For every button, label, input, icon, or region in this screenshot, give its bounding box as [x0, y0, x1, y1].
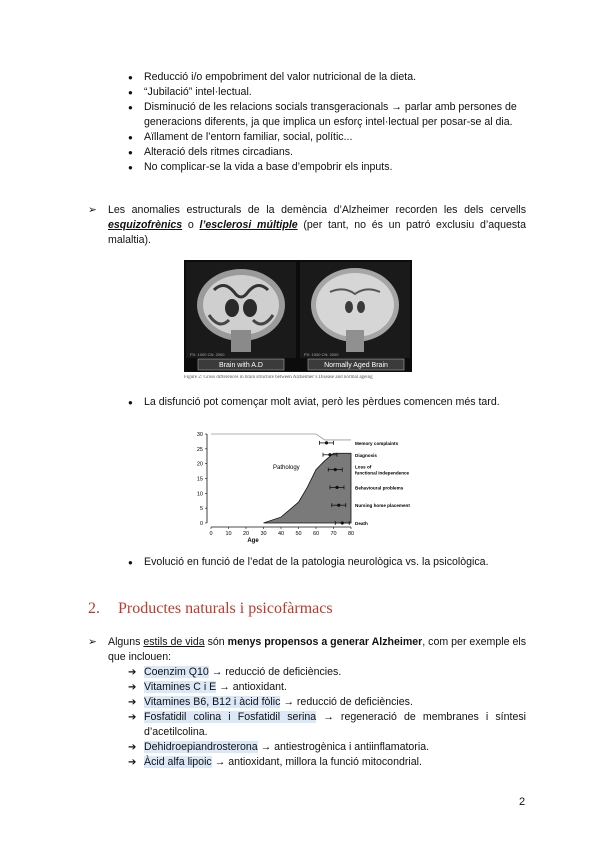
supplements-list: [128, 665, 526, 770]
arrow-icon: ➔: [128, 697, 137, 708]
milestone-point: [334, 468, 337, 471]
milestone-label: Memory complaints: [355, 440, 399, 446]
milestone-label: Death: [355, 521, 368, 526]
y-tick-label: 30: [196, 432, 203, 438]
figure-tick-text: PX: 1000 CN: 2000: [304, 352, 339, 357]
threshold-line: [211, 434, 351, 440]
bullet-list-mid: [128, 395, 530, 410]
y-tick-label: 10: [196, 491, 203, 498]
milestone-label: Behavioural problems: [355, 485, 404, 491]
list-item: ● Aïllament de l’entorn familiar, social, polític...: [128, 130, 530, 145]
paragraph-text: són: [204, 636, 228, 648]
list-item: ● Alteració dels ritmes circadians.: [128, 145, 530, 160]
paragraph-text: o: [182, 219, 200, 231]
milestone-point: [335, 486, 338, 489]
figure-caption: Figure 2: Gross differences in brain structure between Alzheimer’s Disease and normal ageing: [184, 375, 373, 380]
arrow-marker: ➢: [88, 636, 97, 648]
normal-brain-image: [300, 262, 410, 370]
list-item: [128, 740, 526, 755]
list-item: ● “Jubilació” intel·lectual.: [128, 85, 530, 100]
list-item: ● Disminució de les relacions socials transgeracionals → parlar amb persones de generacions diferents, ja que implica un esforç intel·lectual per posar-se al dia.: [128, 100, 530, 130]
normal-brain-label: Normally Aged Brain: [324, 362, 388, 369]
paragraph-text: , com per exemple els que inclouen:: [108, 636, 526, 663]
x-tick-label: 20: [242, 531, 250, 537]
arrow-marker: ➢: [88, 204, 97, 216]
list-item: [128, 680, 526, 695]
section-title: Productes naturals i psicofàrmacs: [118, 600, 333, 617]
x-tick-label: 60: [312, 531, 320, 537]
x-tick-label: 50: [295, 531, 302, 537]
y-tick-label: 20: [196, 461, 203, 468]
brain-ad-label: Brain with A.D: [219, 362, 263, 369]
brain-ad-image: [186, 262, 296, 370]
arrow-icon: ➔: [128, 742, 137, 753]
y-tick-label: 25: [196, 446, 203, 453]
supplement-effect: → antiestrogènica i antiinflamatoria.: [257, 741, 430, 753]
brain-comparison-figure: [184, 260, 412, 372]
section-number: 2.: [88, 600, 100, 617]
arrow-icon: ➔: [128, 757, 137, 768]
list-item: [128, 710, 526, 740]
list-item: [128, 695, 526, 710]
pathology-label: Pathology: [273, 465, 300, 471]
section-heading: [88, 600, 333, 618]
paragraph-structural-anomalies: [88, 203, 526, 248]
milestone-point: [328, 453, 331, 456]
emphasis-term: esquizofrènics: [108, 219, 183, 231]
figure-tick-text: PX: 1000 CN: 2000: [190, 352, 225, 357]
list-item: ● Reducció i/o empobriment del valor nutricional de la dieta.: [128, 70, 530, 85]
supplement-effect: → regeneració de membranes i síntesi d’acetilcolina.: [144, 711, 526, 738]
supplement-name: Vitamines C i E: [144, 681, 217, 693]
x-tick-label: 30: [260, 531, 267, 537]
list-item: ● La disfunció pot començar molt aviat, però les pèrdues comencen més tard.: [128, 395, 530, 410]
list-item: ● Evolució en funció de l’edat de la patologia neurològica vs. la psicològica.: [128, 555, 530, 570]
x-tick-label: 80: [347, 531, 355, 537]
x-axis-label: Age: [247, 538, 259, 544]
supplement-name: Dehidroepiandrosterona: [144, 741, 258, 753]
emphasis-term: l’esclerosi múltiple: [199, 219, 298, 231]
list-item: ● No complicar-se la vida a base d’empobrir els inputs.: [128, 160, 530, 175]
supplement-effect: → reducció de deficiències.: [208, 666, 342, 678]
milestone-label: Nursing home placement: [355, 503, 410, 509]
x-tick-label: 0: [209, 531, 213, 537]
milestone-label: Loss of: [355, 464, 372, 470]
supplement-effect: → antioxidant, millora la funció mitocondrial.: [211, 756, 422, 768]
list-item: [128, 665, 526, 680]
y-tick-label: 0: [199, 521, 203, 527]
supplement-effect: → antioxidant.: [216, 681, 287, 693]
paragraph-text: Les anomalies estructurals de la demència d’Alzheimer recorden les dels cervells: [108, 204, 526, 216]
x-tick-label: 40: [277, 531, 285, 537]
y-tick-label: 15: [196, 476, 203, 483]
bold-term: menys propensos a generar Alzheimer: [227, 636, 423, 648]
paragraph-lifestyles: [88, 635, 526, 665]
supplement-effect: → reducció de deficiències.: [280, 696, 413, 708]
arrow-icon: ➔: [128, 667, 137, 678]
alzheimer-progression-chart: [193, 428, 423, 546]
supplement-name: Coenzim Q10: [144, 666, 209, 678]
supplement-name: Vitamines B6, B12 i àcid fòlic: [144, 696, 281, 708]
milestone-point: [325, 441, 328, 444]
x-tick-label: 10: [225, 531, 232, 537]
y-tick-label: 5: [199, 506, 203, 513]
milestone-point: [341, 521, 344, 524]
paragraph-text: (per tant, no és un patró exclusiu d’aquesta malaltia).: [108, 219, 526, 246]
milestone-label: functional independence: [355, 470, 410, 476]
supplement-name: Àcid alfa lipoic: [144, 756, 212, 768]
arrow-icon: ➔: [128, 682, 137, 693]
bullet-list-chart: [128, 555, 530, 570]
page-number: 2: [519, 796, 526, 808]
supplement-name: Fosfatidil colina i Fosfatidil serina: [144, 711, 317, 723]
bullet-list-top: [128, 70, 530, 175]
arrow-icon: ➔: [128, 712, 137, 723]
underlined-term: estils de vida: [143, 636, 205, 648]
milestone-point: [337, 504, 340, 507]
list-item: [128, 755, 526, 770]
paragraph-text: Alguns: [108, 636, 144, 648]
milestone-label: Diagnosis: [355, 452, 377, 458]
x-tick-label: 70: [330, 531, 337, 537]
